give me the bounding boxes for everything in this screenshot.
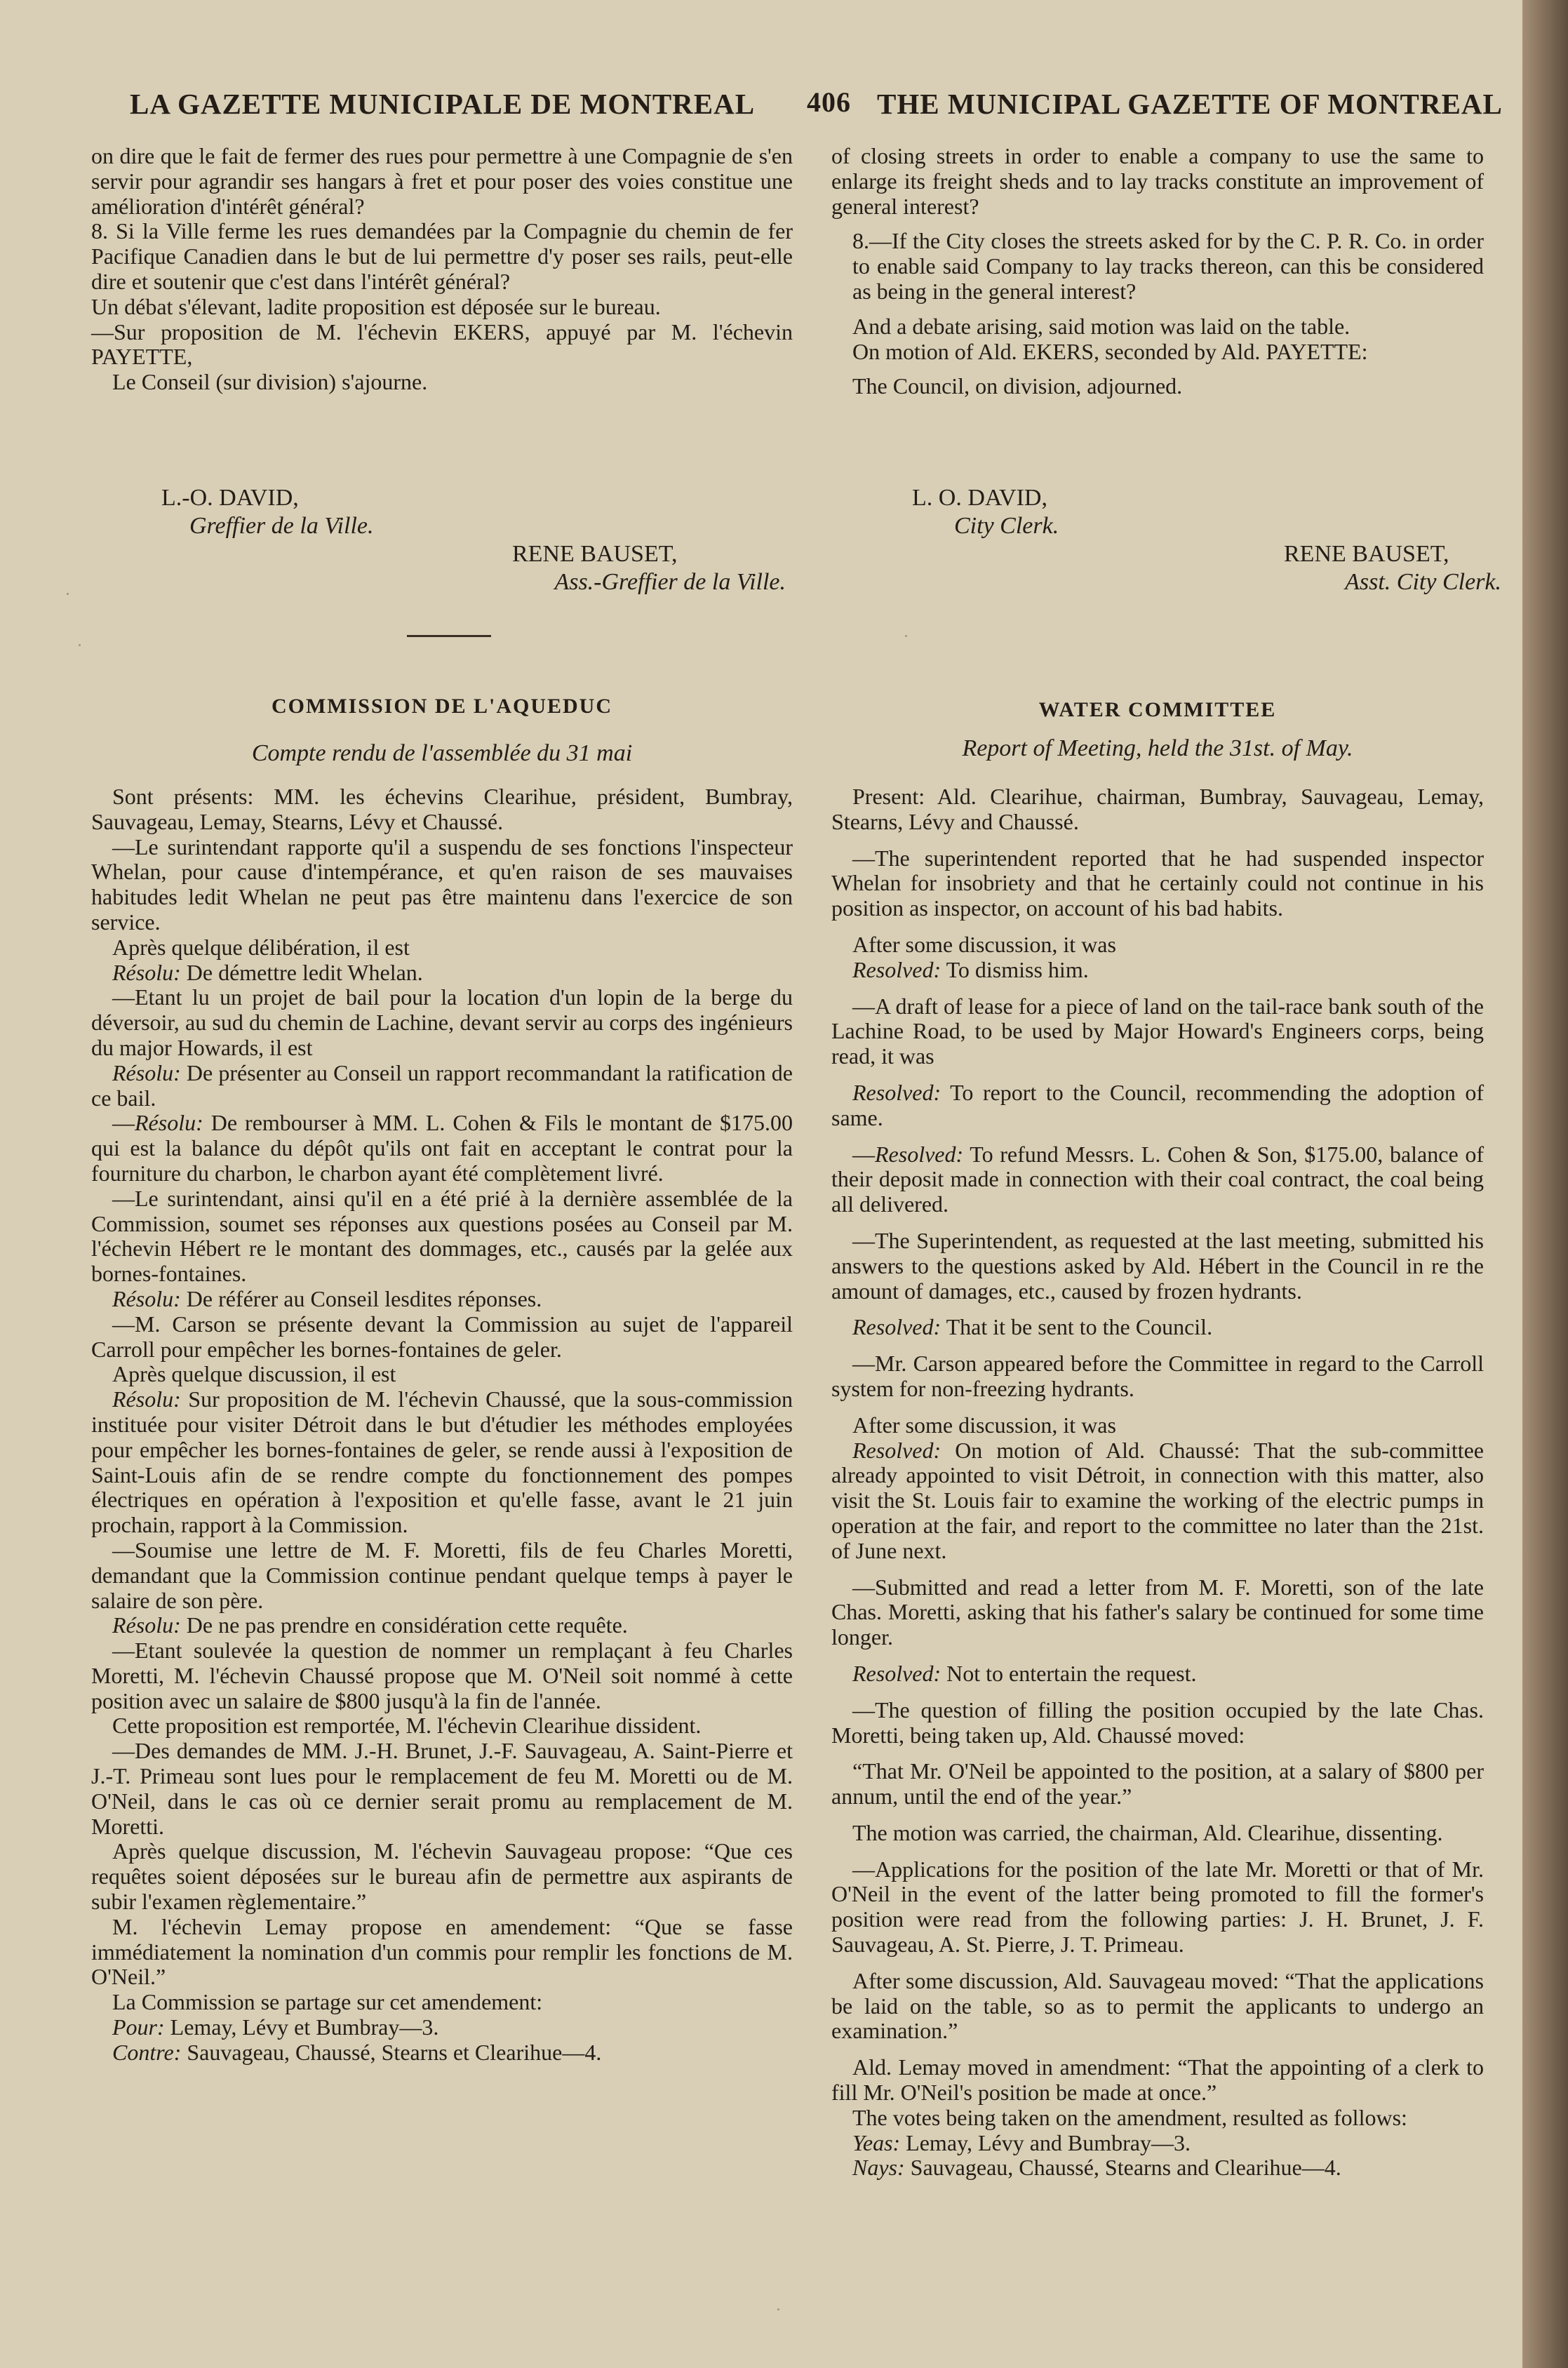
english-minutes-paragraph: After some discussion, it was: [852, 1412, 1116, 1438]
english-clerk-title: City Clerk.: [954, 513, 1059, 539]
paragraph-gap: [831, 835, 1484, 846]
french-motion: —Sur proposition de M. l'échevin EKERS, appuyé par M. l'échevin PAYETTE,: [91, 319, 793, 370]
resolution-label: Resolved:: [852, 1660, 942, 1686]
french-question-8: 8. Si la Ville ferme les rues demandées par la Compagnie du chemin de fer Pacifique Canadien dans le but de lui permettre d'y poser ses rails, peut-elle dire et soutenir que c'est dans l'intérêt général?: [91, 218, 793, 294]
resolution-label: Résolu:: [112, 1285, 181, 1311]
english-signature-asst-clerk: [1235, 540, 1501, 596]
paragraph-gap: [831, 1958, 1484, 1969]
french-minutes-paragraph: Résolu: De présenter au Conseil un rapport recommandant la ratification de ce bail.: [91, 1059, 793, 1111]
french-minutes-paragraph: Après quelque discussion, il est: [112, 1361, 396, 1387]
french-minutes-paragraph: —Le surintendant, ainsi qu'il en a été prié à la dernière assemblée de la Commission, soumet ses réponses aux questions posées au Conseil par M. l'échevin Hébert re le montant des dommages, etc., causés par la gelée aux bornes-fontaines.: [91, 1185, 793, 1287]
french-signature-asst-clerk: [491, 540, 786, 596]
resolution-label: Résolu:: [112, 959, 181, 985]
paragraph-gap: [831, 983, 1484, 994]
french-minutes-paragraph: Sont présents: MM. les échevins Clearihue, président, Bumbray, Sauvageau, Lemay, Stearns, Lévy et Chaussé.: [91, 784, 793, 834]
resolution-label: Resolved:: [852, 1079, 942, 1105]
english-motion: On motion of Ald. EKERS, seconded by Ald. PAYETTE:: [852, 338, 1368, 364]
resolution-label: Resolved:: [852, 1437, 942, 1463]
french-minutes-paragraph: —Le surintendant rapporte qu'il a suspendu de ses fonctions l'inspecteur Whelan, pour cause d'intempérance, et qu'en raison de ses mauvaises habitudes ledit Whelan ne peut pas être maintenu dans l'exercice de son service.: [91, 834, 793, 935]
paragraph-gap: [831, 1402, 1484, 1413]
paper-speck: [67, 593, 69, 595]
header-title-french: LA GAZETTE MUNICIPALE DE MONTREAL: [130, 88, 756, 120]
english-minutes-paragraph: The votes being taken on the amendment, resulted as follows:: [852, 2104, 1407, 2130]
page-number: 406: [807, 86, 851, 118]
english-minutes-paragraph: —Resolved: To refund Messrs. L. Cohen & Son, $175.00, balance of their deposit made in connection with their coal contract, the coal being all delivered.: [831, 1141, 1484, 1217]
resolution-label: Resolved:: [852, 1314, 942, 1340]
french-column-top: [91, 144, 793, 395]
paper-speck: [79, 644, 81, 646]
french-section-title: COMMISSION DE L'AQUEDUC: [271, 695, 613, 718]
french-clerk-title: Greffier de la Ville.: [189, 513, 374, 539]
resolution-label: Nays:: [852, 2155, 905, 2181]
paragraph-gap: [831, 1687, 1484, 1698]
french-minutes-paragraph: Pour: Lemay, Lévy et Bumbray—3.: [112, 2014, 439, 2040]
paragraph-gap: [831, 1748, 1484, 1759]
english-minutes-paragraph: —Applications for the position of the late Mr. Moretti or that of Mr. O'Neil in the event of the latter being promoted to fill the former's position were read from the following parties: J. H. Brunet, J. F. Sauvageau, A. St. Pierre, J. T. Primeau.: [831, 1856, 1484, 1958]
english-minutes-paragraph: —A draft of lease for a piece of land on the tail-race bank south of the Lachine Road, to be used by Major Howard's Engineers corps, being read, it was: [831, 993, 1484, 1069]
resolution-label: Résolu:: [112, 1386, 181, 1412]
french-debate: Un débat s'élevant, ladite proposition est déposée sur le bureau.: [91, 293, 661, 319]
paragraph-gap: [831, 921, 1484, 932]
english-question-8: 8.—If the City closes the streets asked for by the C. P. R. Co. in order to enable said Company to lay tracks thereon, can this be considered as being in the general interest?: [852, 228, 1484, 304]
paragraph-gap: [831, 1304, 1484, 1315]
english-minutes-body: [831, 784, 1484, 2181]
french-minutes-paragraph: Résolu: De ne pas prendre en considération cette requête.: [112, 1612, 628, 1638]
french-section-subtitle: Compte rendu de l'assemblée du 31 mai: [251, 740, 633, 766]
english-asst-clerk-name: RENE BAUSET,: [1284, 541, 1449, 567]
english-minutes-paragraph: Yeas: Lemay, Lévy and Bumbray—3.: [852, 2129, 1191, 2155]
paragraph-gap: [831, 1131, 1484, 1142]
english-debate: And a debate arising, said motion was laid on the table.: [852, 313, 1351, 339]
resolution-label: Résolu:: [112, 1612, 181, 1638]
french-minutes-paragraph: —Soumise une lettre de M. F. Moretti, fils de feu Charles Moretti, demandant que la Commission continue pendant quelque temps à payer le salaire de son père.: [91, 1537, 793, 1613]
english-minutes-paragraph: Resolved: That it be sent to the Council.: [852, 1314, 1213, 1340]
french-minutes-paragraph: —Résolu: De rembourser à MM. L. Cohen & Fils le montant de $175.00 qui est la balance du dépôt qu'ils ont fait en acceptant le contrat pour la fourniture du charbon, le charbon ayant été complètement livré.: [91, 1110, 793, 1186]
paragraph-gap: [831, 1564, 1484, 1575]
french-minutes-paragraph: —Etant soulevée la question de nommer un remplaçant à feu Charles Moretti, M. l'échevin Chaussé propose que M. O'Neil soit nommé à cette position avec un salaire de $800 jusqu'à la fin de l'année.: [91, 1638, 793, 1713]
english-minutes-paragraph: The motion was carried, the chairman, Ald. Clearihue, dissenting.: [852, 1819, 1443, 1845]
french-minutes-paragraph: M. l'échevin Lemay propose en amendement: “Que se fasse immédiatement la nomination d'un commis pour remplir les fonctions de M. O'Neil.”: [91, 1913, 793, 1990]
paragraph-gap: [831, 1650, 1484, 1661]
resolution-label: Contre:: [112, 2039, 182, 2065]
french-minutes-paragraph: Après quelque discussion, M. l'échevin Sauvageau propose: “Que ces requêtes soient déposées sur le bureau afin de permettre aux aspirants de subir l'examen règlementaire.”: [91, 1838, 793, 1915]
english-minutes-paragraph: After some discussion, Ald. Sauvageau moved: “That the applications be laid on the table, so as to permit the applicants to undergo an examination.”: [831, 1967, 1484, 2044]
english-section-subtitle: Report of Meeting, held the 31st. of May.: [962, 735, 1353, 761]
french-asst-clerk-name: RENE BAUSET,: [512, 541, 678, 567]
english-minutes-paragraph: Ald. Lemay moved in amendment: “That the appointing of a clerk to fill Mr. O'Neil's position be made at once.”: [831, 2054, 1484, 2106]
running-header: [0, 79, 1522, 128]
paragraph-gap: [831, 2044, 1484, 2055]
french-minutes-paragraph: Contre: Sauvageau, Chaussé, Stearns et Clearihue—4.: [112, 2039, 602, 2065]
french-minutes-paragraph: Résolu: De référer au Conseil lesdites réponses.: [112, 1285, 542, 1311]
french-asst-clerk-title: Ass.-Greffier de la Ville.: [554, 569, 786, 595]
resolution-label: Resolved:: [875, 1141, 964, 1167]
header-title-english: THE MUNICIPAL GAZETTE OF MONTREAL: [877, 88, 1503, 120]
french-minutes-paragraph: —Des demandes de MM. J.-H. Brunet, J.-F. Sauvageau, A. Saint-Pierre et J.-T. Primeau sont lues pour le remplacement de feu M. Moretti ou de M. O'Neil, dans le cas où ce dernier serait promu au remplacement de M. Moretti.: [91, 1738, 793, 1839]
english-minutes-paragraph: Resolved: Not to entertain the request.: [852, 1660, 1197, 1686]
english-adjourn: The Council, on division, adjourned.: [852, 373, 1183, 399]
paper-speck: [905, 635, 907, 637]
english-minutes-paragraph: “That Mr. O'Neil be appointed to the position, at a salary of $800 per annum, until the end of the year.”: [831, 1758, 1484, 1810]
english-section-title: WATER COMMITTEE: [1038, 698, 1277, 721]
french-minutes-paragraph: Cette proposition est remportée, M. l'échevin Clearihue dissident.: [112, 1713, 702, 1739]
english-intro-paragraph: of closing streets in order to enable a company to use the same to enlarge its freight sheds and to lay tracks constitute an improvement of general interest?: [831, 143, 1484, 219]
paragraph-gap: [831, 1217, 1484, 1229]
resolution-label: Résolu:: [135, 1110, 203, 1136]
french-clerk-name: L.-O. DAVID,: [161, 485, 299, 511]
english-minutes-paragraph: Nays: Sauvageau, Chaussé, Stearns and Clearihue—4.: [852, 2155, 1341, 2181]
english-minutes-paragraph: —The question of filling the position occupied by the late Chas. Moretti, being taken up, Ald. Chaussé moved:: [831, 1697, 1484, 1748]
english-minutes-paragraph: After some discussion, it was: [852, 931, 1116, 957]
french-intro-paragraph: on dire que le fait de fermer des rues pour permettre à une Compagnie de s'en servir pour agrandir ses hangars à fret et pour poser des voies constitue une amélioration d'intérêt général?: [91, 143, 793, 219]
french-signature-clerk: [161, 484, 512, 540]
paragraph-gap: [831, 1340, 1484, 1351]
binding-edge: [1522, 0, 1568, 2368]
english-minutes-paragraph: —Mr. Carson appeared before the Committee in regard to the Carroll system for non-freezing hydrants.: [831, 1351, 1484, 1401]
paragraph-gap: [831, 1846, 1484, 1857]
english-minutes-paragraph: —The superintendent reported that he had suspended inspector Whelan for insobriety and that he certainly could not continue in his position as inspector, on account of his bad habits.: [831, 845, 1484, 921]
resolution-label: Yeas:: [852, 2129, 901, 2155]
resolution-label: Résolu:: [112, 1059, 181, 1085]
french-minutes-paragraph: —Etant lu un projet de bail pour la location d'un lopin de la berge du déversoir, au sud du chemin de Lachine, devant servir au corps des ingénieurs du major Howards, il est: [91, 984, 793, 1060]
resolution-label: Resolved:: [852, 956, 942, 982]
english-signature-clerk: [912, 484, 1263, 540]
resolution-label: Pour:: [112, 2014, 165, 2040]
french-section-rule: [407, 635, 491, 637]
english-column-top: [831, 144, 1484, 399]
french-minutes-paragraph: Résolu: Sur proposition de M. l'échevin Chaussé, que la sous-commission instituée pour visiter Détroit dans le but d'étudier les méthodes employées pour empêcher les bornes-fontaines de geler, se rende aussi à l'exposition de Saint-Louis afin de se rendre compte du fonctionnement des pompes électriques en opération à l'exposition et qu'elle fasse, avant le 21 juin prochain, rapport à la Commission.: [91, 1386, 793, 1538]
english-clerk-name: L. O. DAVID,: [912, 485, 1047, 511]
paper-speck: [777, 2308, 779, 2310]
english-minutes-paragraph: Resolved: On motion of Ald. Chaussé: That the sub-committee already appointed to visit Détroit, in connection with this matter, also visit the St. Louis fair to examine the working of the electric pumps in operation at the fair, and report to the committee no later than the 21st. of June next.: [831, 1437, 1484, 1563]
english-minutes-paragraph: Resolved: To dismiss him.: [852, 956, 1089, 982]
french-minutes-paragraph: Résolu: De démettre ledit Whelan.: [112, 959, 423, 985]
english-minutes-paragraph: —Submitted and read a letter from M. F. Moretti, son of the late Chas. Moretti, asking that his father's salary be continued for some time longer.: [831, 1574, 1484, 1650]
english-asst-clerk-title: Asst. City Clerk.: [1345, 569, 1501, 595]
english-minutes-paragraph: Present: Ald. Clearihue, chairman, Bumbray, Sauvageau, Lemay, Stearns, Lévy and Chaussé.: [831, 784, 1484, 834]
english-minutes-paragraph: Resolved: To report to the Council, recommending the adoption of same.: [831, 1079, 1484, 1130]
french-minutes-paragraph: Après quelque délibération, il est: [112, 934, 410, 960]
paragraph-gap: [831, 1810, 1484, 1821]
french-minutes-paragraph: La Commission se partage sur cet amendement:: [112, 1989, 543, 2015]
french-minutes-paragraph: —M. Carson se présente devant la Commission au sujet de l'appareil Carroll pour empêcher les bornes-fontaines de geler.: [91, 1311, 793, 1362]
french-minutes-body: [91, 784, 793, 2066]
paragraph-gap: [831, 1069, 1484, 1081]
english-minutes-paragraph: —The Superintendent, as requested at the last meeting, submitted his answers to the questions asked by Ald. Hébert in the Council in re the amount of damages, etc., caused by frozen hydrants.: [831, 1227, 1484, 1304]
french-adjourn: Le Conseil (sur division) s'ajourne.: [112, 369, 428, 395]
